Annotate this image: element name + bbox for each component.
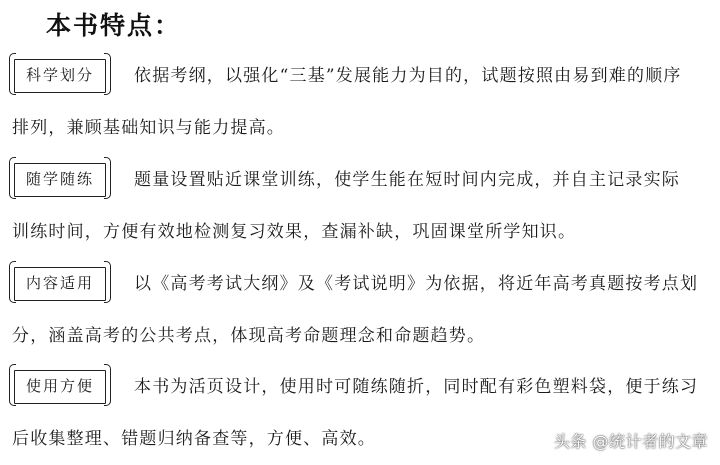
feature-badge: 随学随练: [14, 163, 106, 197]
feature-badge: 使用方便: [14, 370, 106, 404]
feature-section-2: [10, 154, 710, 258]
feature-line-1: [10, 154, 710, 206]
feature-line-1: [10, 258, 710, 310]
feature-text-first-line: 题量设置贴近课堂训练，使学生能在短时间内完成，并自主记录实际: [134, 170, 680, 190]
feature-section-3: [10, 258, 710, 362]
feature-text-first-line: 以《高考考试大纲》及《考试说明》为依据，将近年高考真题按考点划: [134, 274, 699, 294]
feature-line-1: [10, 361, 710, 413]
feature-text-first-line: 本书为活页设计，使用时可随练随折，同时配有彩色塑料袋，便于练习: [134, 377, 699, 397]
feature-text-second-line: 分，涵盖高考的公共考点，体现高考命题理念和命题趋势。: [12, 326, 486, 346]
feature-text-second-line: 训练时间，方便有效地检测复习效果，查漏补缺，巩固课堂所学知识。: [12, 222, 577, 242]
watermark: 头条 @统计者的文章: [553, 432, 708, 451]
feature-text-second-line: 排列，兼顾基础知识与能力提高。: [12, 118, 285, 138]
page-title: 本书特点：: [46, 11, 182, 40]
feature-badge: 科学划分: [14, 59, 106, 93]
feature-text-first-line: 依据考纲，以强化“三基”发展能力为目的，试题按照由易到难的顺序: [134, 66, 682, 86]
feature-badge: 内容适用: [14, 267, 106, 301]
feature-line-1: [10, 50, 710, 102]
feature-section-1: [10, 50, 710, 154]
feature-text-second-line: 后收集整理、错题归纳备查等，方便、高效。: [12, 429, 376, 449]
